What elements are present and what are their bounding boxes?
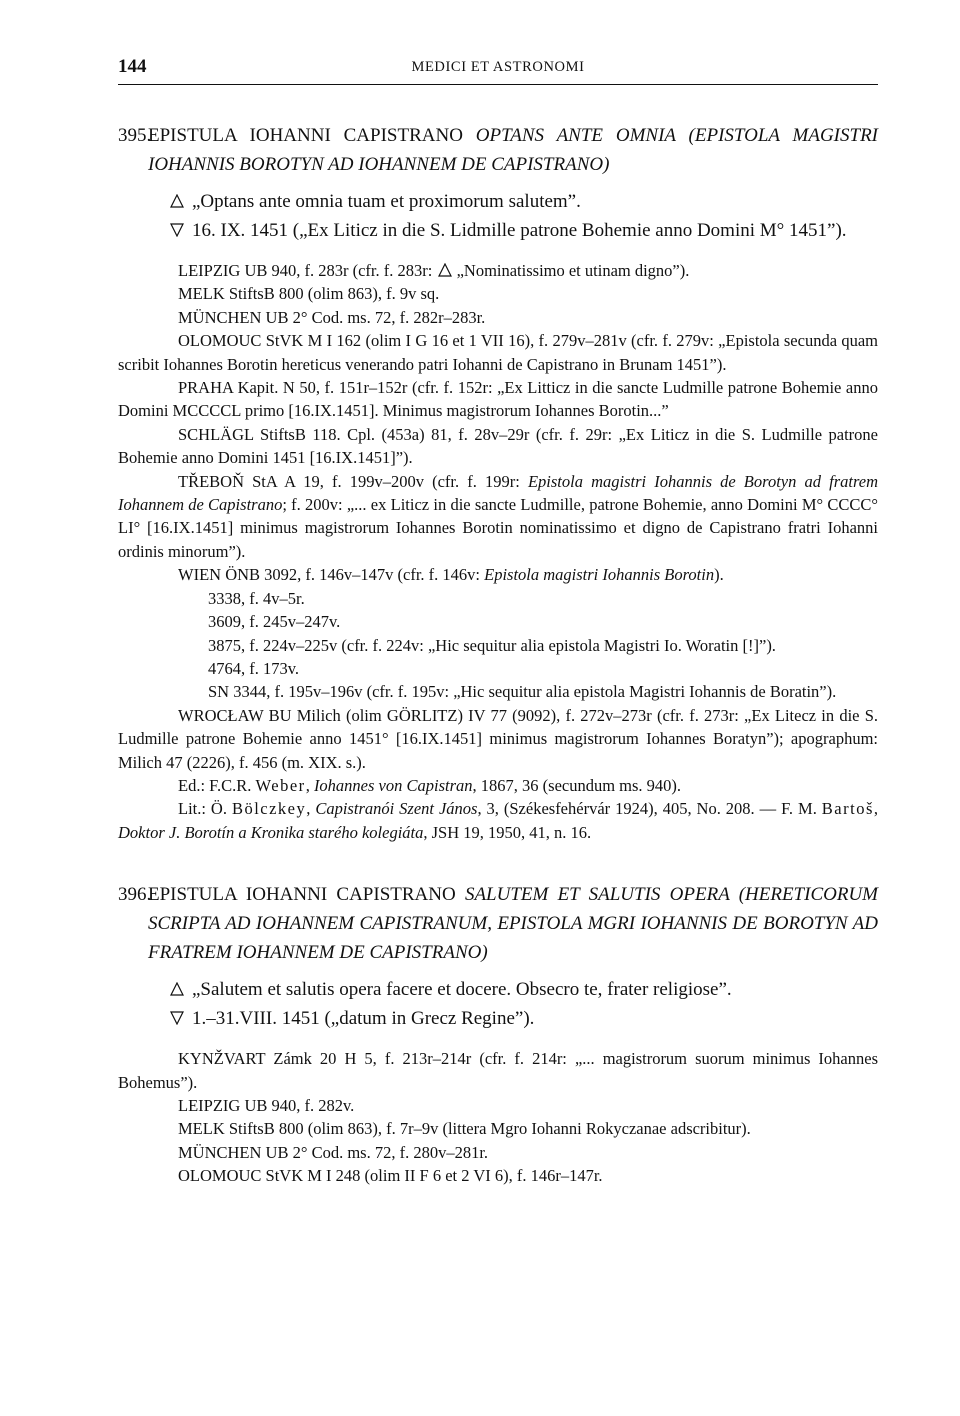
entry-395-number: 395. (118, 125, 152, 146)
book-page (118, 56, 878, 1188)
ms-wroclaw: WROCŁAW BU Milich (olim GÖRLITZ) IV 77 (9092), f. 272v–273r (cfr. f. 273r: „Ex Litecz in die S. Ludmille patrone Bohemie anno 1451° [16.IX.1451] minimus magistrorum Iohannes Boratyn”); apographum: Milich 47 (2226), f. 456 (m. XIX. s.). (118, 705, 878, 772)
lit-label: Lit.: Ö. (178, 799, 232, 819)
ms-wien-pre: WIEN ÖNB 3092, f. 146v–147v (cfr. f. 146v: (178, 565, 485, 585)
lit-sep-2: , (873, 799, 879, 819)
edition (118, 774, 878, 797)
page-header (118, 56, 878, 82)
edition-sep: , (305, 775, 314, 795)
entry-396-title (118, 880, 878, 967)
ms-schlagl: SCHLÄGL StiftsB 118. Cpl. (453a) 81, f. 28v–29r (cfr. f. 29r: „Ex Liticz in die S. Ludmille patrone Bohemie anno Domini 1451 [16.IX.1451]”). (118, 424, 878, 468)
entry-395-incipit-text: „Optans ante omnia tuam et proximorum salutem”. (192, 191, 581, 212)
ms-wien-italic: Epistola magistri Iohannis Borotin (484, 565, 715, 585)
edition-author: Weber (255, 775, 306, 795)
entry-396-date-text: 1.–31.VIII. 1451 („datum in Grecz Regine”). (192, 1008, 535, 1030)
lit-author-1: Bölczkey (231, 799, 307, 819)
lit-title-2: Doktor J. Borotín a Kronika starého kolegiáta (118, 822, 424, 842)
ms-leipzig (118, 259, 878, 282)
ms-olomouc-2: OLOMOUC StVK M I 248 (olim II F 6 et 2 VI 6), f. 146r–147r. (178, 1166, 603, 1186)
edition-title: Iohannes von Capistran (313, 775, 473, 795)
entry-395-title (118, 121, 878, 179)
lit-sep-1: , (306, 799, 316, 819)
ms-leipzig-quote: „Nominatissimo et utinam digno”). (452, 261, 690, 280)
running-head: MEDICI ET ASTRONOMI (411, 59, 585, 75)
ms-praha: PRAHA Kapit. N 50, f. 151r–152r (cfr. f. 152r: „Ex Litticz in die sancte Ludmille patrone Bohemie anno Domini MCCCCL primo [16.IX.1451]. Minimus magistrorum Iohannes Borotin...” (118, 378, 878, 421)
literature (118, 797, 878, 844)
entry-395-date (118, 216, 878, 245)
entry-396-title-plain: EPISTULA IOHANNI CAPISTRANO (148, 884, 465, 906)
edition-rest: , 1867, 36 (secundum ms. 940). (472, 775, 682, 795)
entry-396-number: 396. (118, 884, 152, 906)
ms-wien-4764: 4764, f. 173v. (208, 658, 300, 678)
ms-munchen: MÜNCHEN UB 2° Cod. ms. 72, f. 282r–283r. (178, 307, 486, 327)
entry-396-incipit-block (118, 975, 878, 1033)
triangle-down-icon (170, 223, 184, 237)
ms-olomouc: OLOMOUC StVK M I 162 (olim I G 16 et 1 VII 16), f. 279v–281v (cfr. f. 279v: „Epistola secunda quam scribit Iohannes Borotin hereticus venerando patri Iohanni de Capistrano in Brunam 1451”). (118, 331, 878, 374)
entry-396-incipit-text: „Salutem et salutis opera facere et docere. Obsecro te, frater religiose”. (192, 979, 732, 1001)
ms-trebon-post: ; f. 200v: „... ex Liticz in die sancte Ludmille, patrone Bohemie, anno Domini M° CCCC° LI° [16.IX.1451] minimus magistrorum Iohannes Borotin nominatissimo et digno de Capistrano fratri Iohanni ordinis minorum”). (118, 495, 878, 561)
ms-wien-3609: 3609, f. 245v–247v. (208, 612, 341, 632)
lit-author-2: Bartoš (821, 799, 874, 819)
ms-trebon (118, 470, 878, 564)
page-number: 144 (118, 56, 147, 77)
lit-rest-1: , 3, (Székesfehérvár 1924), 405, No. 208. — F. M. (477, 799, 822, 819)
entry-395-title-italic: OPTANS ANTE OMNIA (EPISTOLA MAGISTRI IOHANNIS BOROTYN AD IOHANNEM DE CAPISTRANO) (148, 125, 879, 175)
lit-rest-2: , JSH 19, 1950, 41, n. 16. (423, 822, 592, 842)
ms-munchen-2: MÜNCHEN UB 2° Cod. ms. 72, f. 280v–281r. (178, 1142, 489, 1162)
triangle-down-icon (170, 1011, 184, 1025)
ms-trebon-italic: Epistola magistri Iohannis de Borotyn ad fratrem Iohannem de Capistrano (118, 471, 878, 515)
entry-395-manuscripts (118, 259, 878, 844)
ms-wien-3338: 3338, f. 4v–5r. (208, 588, 305, 608)
entry-395-incipit-block (118, 187, 878, 245)
entry-396-date (118, 1004, 878, 1033)
header-rule (118, 84, 878, 85)
triangle-up-icon (170, 982, 184, 996)
ms-melk: MELK StiftsB 800 (olim 863), f. 9v sq. (178, 284, 440, 304)
triangle-up-icon (438, 263, 452, 277)
lit-title-1: Capistranói Szent János (315, 799, 478, 819)
edition-label: Ed.: F.C.R. (178, 775, 256, 795)
entry-395-incipit (118, 187, 878, 216)
entry-396-incipit (118, 975, 878, 1004)
ms-wien-3875: 3875, f. 224v–225v (cfr. f. 224v: „Hic sequitur alia epistola Magistri Io. Woratin [!]”). (208, 635, 776, 655)
ms-wien-post: ). (714, 565, 724, 585)
entry-396-manuscripts (118, 1047, 878, 1187)
entry-395-date-text: 16. IX. 1451 („Ex Liticz in die S. Lidmille patrone Bohemie anno Domini M° 1451”). (192, 220, 847, 241)
entry-395-title-plain: EPISTULA IOHANNI CAPISTRANO (148, 125, 476, 146)
ms-melk-2: MELK StiftsB 800 (olim 863), f. 7r–9v (littera Mgro Iohanni Rokyczanae adscribitur). (178, 1119, 751, 1139)
triangle-up-icon (170, 194, 184, 208)
ms-wien (118, 563, 878, 586)
entry-396-title-italic: SALUTEM ET SALUTIS OPERA (HERETICORUM SCRIPTA AD IOHANNEM CAPISTRANUM, EPISTOLA MGRI IOHANNIS DE BOROTYN AD FRATREM IOHANNEM DE CAPISTRANO) (148, 884, 878, 964)
ms-trebon-pre: TŘEBOŇ StA A 19, f. 199v–200v (cfr. f. 199r: (178, 471, 528, 491)
ms-leipzig-text: LEIPZIG UB 940, f. 283r (cfr. f. 283r: (178, 261, 437, 280)
ms-leipzig-2: LEIPZIG UB 940, f. 282v. (178, 1095, 355, 1115)
ms-wien-sn3344: SN 3344, f. 195v–196v (cfr. f. 195v: „Hic sequitur alia epistola Magistri Iohannis de Boratin”). (208, 682, 837, 702)
ms-kynzvart: KYNŽVART Zámk 20 H 5, f. 213r–214r (cfr. f. 214r: „... magistrorum suorum minimus Iohannes Bohemus”). (118, 1049, 878, 1092)
